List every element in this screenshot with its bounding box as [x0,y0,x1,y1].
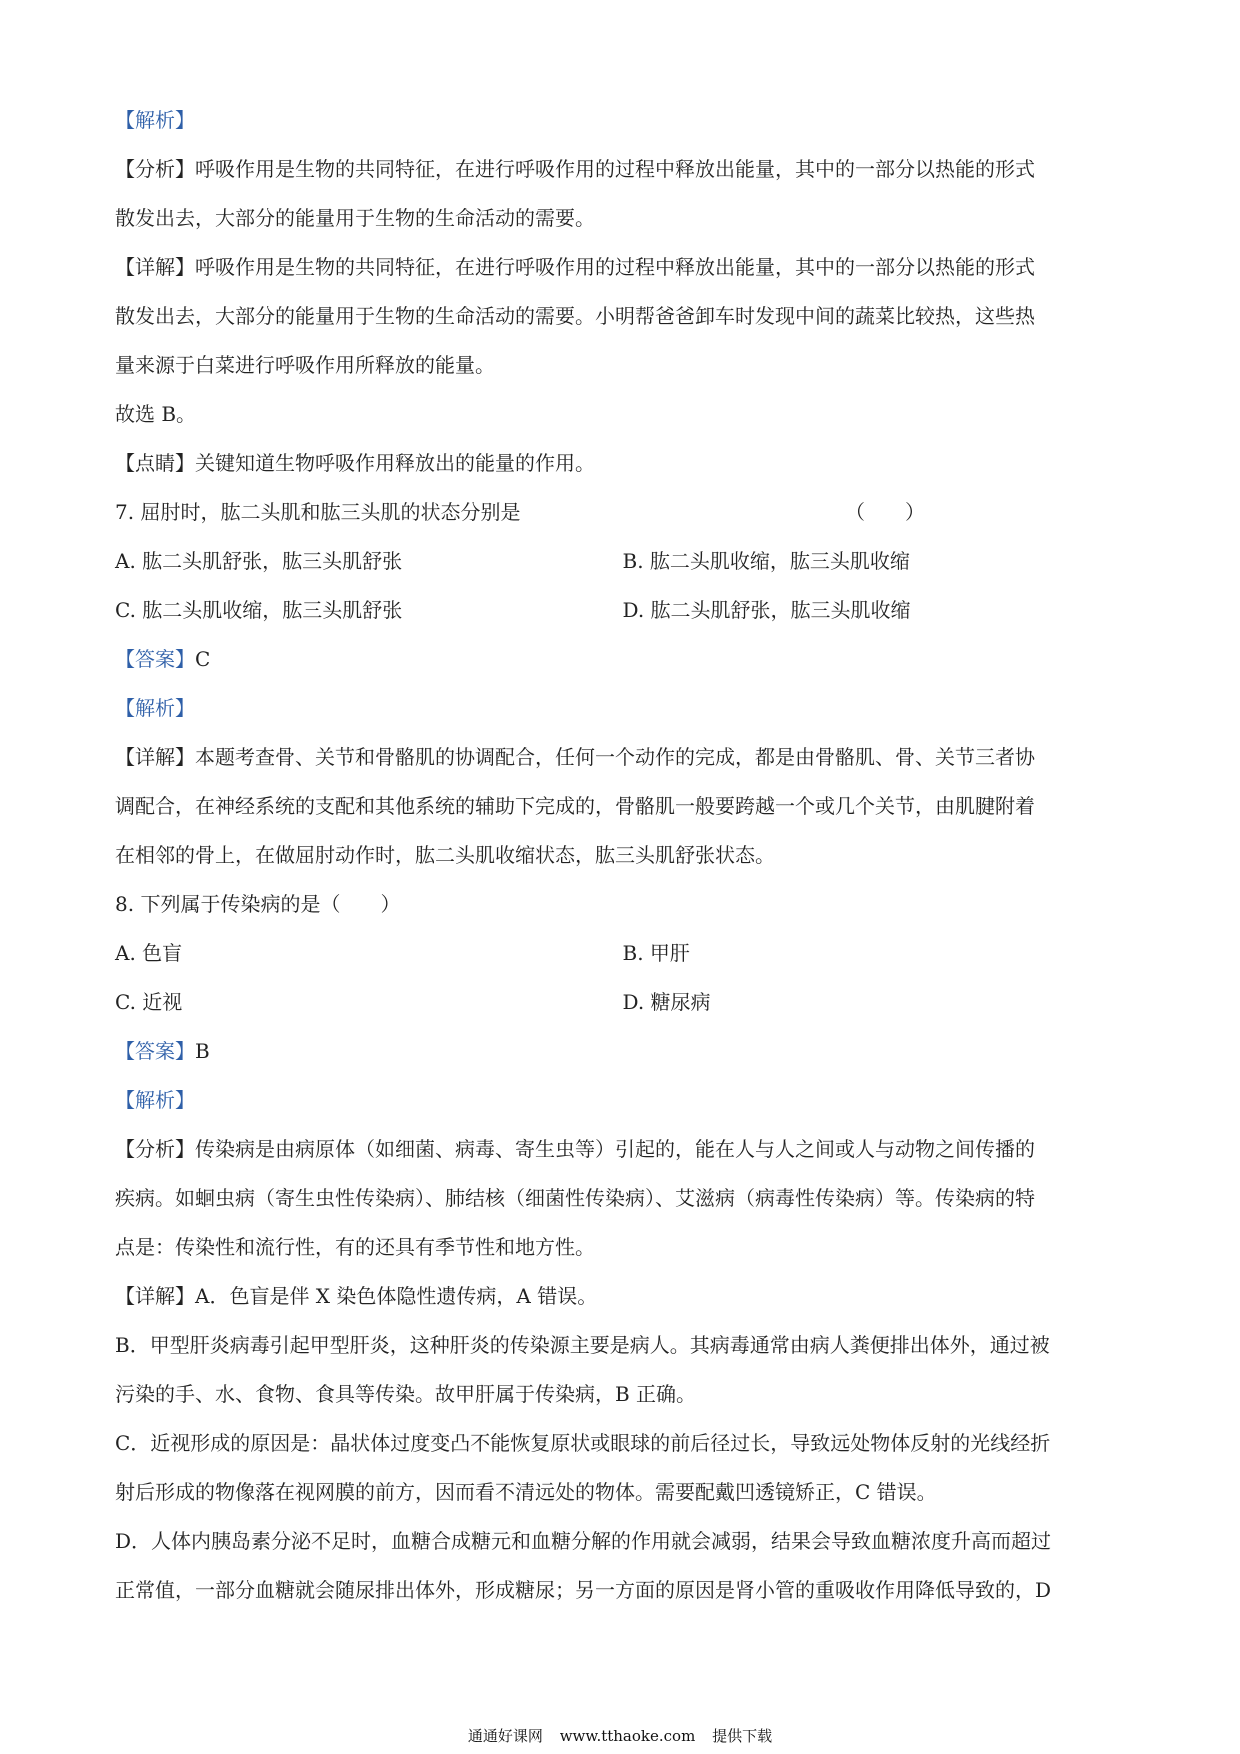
section-label: 【解析】 [115,1088,195,1112]
option-item: A. 肱二头肌舒张，肱三头肌舒张 [115,549,403,573]
section-label-value: C [195,647,211,671]
paragraph [115,439,1130,488]
paragraph [115,1517,1130,1615]
option-row [115,929,1130,978]
footer-suffix: 提供下载 [712,1727,773,1745]
question-stem [115,488,1130,537]
option-item: B. 肱二头肌收缩，肱三头肌收缩 [622,549,910,573]
section-label-line [115,96,1130,145]
text-line: 疾病。如蛔虫病（寄生虫性传染病）、肺结核（细菌性传染病）、艾滋病（病毒性传染病）等。传染病的特 [115,1186,1035,1210]
text-line: 【详解】A．色盲是伴 X 染色体隐性遗传病，A 错误。 [115,1284,598,1308]
section-label-line [115,1027,1130,1076]
text-line: B．甲型肝炎病毒引起甲型肝炎，这种肝炎的传染源主要是病人。其病毒通常由病人粪便排出体外，通过被 [115,1333,1050,1357]
section-label: 【解析】 [115,696,195,720]
option-row [115,586,1130,635]
paragraph [115,243,1130,390]
paragraph [115,880,1130,929]
footer-url-link[interactable]: www.tthaoke.com [559,1727,696,1745]
text-line: 【详解】呼吸作用是生物的共同特征，在进行呼吸作用的过程中释放出能量，其中的一部分以热能的形式 [115,255,1035,279]
section-label-line [115,684,1130,733]
question-text: 7. 屈肘时，肱二头肌和肱三头肌的状态分别是 [115,500,521,524]
paragraph [115,1321,1130,1419]
section-label-value: B [195,1039,210,1063]
option-row [115,537,1130,586]
option-item: B. 甲肝 [622,941,690,965]
text-line: 在相邻的骨上，在做屈肘动作时，肱二头肌收缩状态，肱三头肌舒张状态。 [115,843,775,867]
section-label: 【解析】 [115,108,195,132]
paragraph [115,1272,1130,1321]
text-line: 散发出去，大部分的能量用于生物的生命活动的需要。 [115,206,595,230]
text-line: 散发出去，大部分的能量用于生物的生命活动的需要。小明帮爸爸卸车时发现中间的蔬菜比较热，这些热 [115,304,1035,328]
page-footer [0,1726,1240,1746]
section-label: 【答案】 [115,647,195,671]
text-line: 射后形成的物像落在视网膜的前方，因而看不清远处的物体。需要配戴凹透镜矫正，C 错误。 [115,1480,937,1504]
section-label-line [115,635,1130,684]
answer-blank: （ ） [845,500,925,524]
text-line: D．人体内胰岛素分泌不足时，血糖合成糖元和血糖分解的作用就会减弱，结果会导致血糖浓度升高而超过 [115,1529,1052,1553]
option-item: D. 糖尿病 [622,990,711,1014]
option-row [115,978,1130,1027]
paragraph [115,145,1130,243]
text-line: 点是：传染性和流行性，有的还具有季节性和地方性。 [115,1235,595,1259]
text-line: 正常值，一部分血糖就会随尿排出体外，形成糖尿；另一方面的原因是肾小管的重吸收作用降低导致的，D [115,1578,1052,1602]
option-item: C. 肱二头肌收缩，肱三头肌舒张 [115,598,403,622]
section-label-line [115,1076,1130,1125]
text-line: 【点睛】关键知道生物呼吸作用释放出的能量的作用。 [115,451,595,475]
text-line: 8. 下列属于传染病的是（ ） [115,892,401,916]
text-line: 调配合，在神经系统的支配和其他系统的辅助下完成的，骨骼肌一般要跨越一个或几个关节，由肌腱附着 [115,794,1035,818]
paragraph [115,1125,1130,1272]
text-line: C．近视形成的原因是：晶状体过度变凸不能恢复原状或眼球的前后径过长，导致远处物体反射的光线经折 [115,1431,1051,1455]
option-item: D. 肱二头肌舒张，肱三头肌收缩 [622,598,911,622]
text-line: 量来源于白菜进行呼吸作用所释放的能量。 [115,353,495,377]
text-line: 【分析】呼吸作用是生物的共同特征，在进行呼吸作用的过程中释放出能量，其中的一部分以热能的形式 [115,157,1035,181]
paragraph [115,1419,1130,1517]
section-label: 【答案】 [115,1039,195,1063]
document-page [115,96,1130,1615]
text-line: 【分析】传染病是由病原体（如细菌、病毒、寄生虫等）引起的，能在人与人之间或人与动物之间传播的 [115,1137,1035,1161]
option-item: A. 色盲 [115,941,183,965]
footer-site-name: 通通好课网 [467,1727,543,1745]
option-item: C. 近视 [115,990,183,1014]
paragraph [115,733,1130,880]
text-line: 故选 B。 [115,402,197,426]
text-line: 污染的手、水、食物、食具等传染。故甲肝属于传染病，B 正确。 [115,1382,697,1406]
paragraph [115,390,1130,439]
text-line: 【详解】本题考查骨、关节和骨骼肌的协调配合，任何一个动作的完成，都是由骨骼肌、骨、关节三者协 [115,745,1035,769]
